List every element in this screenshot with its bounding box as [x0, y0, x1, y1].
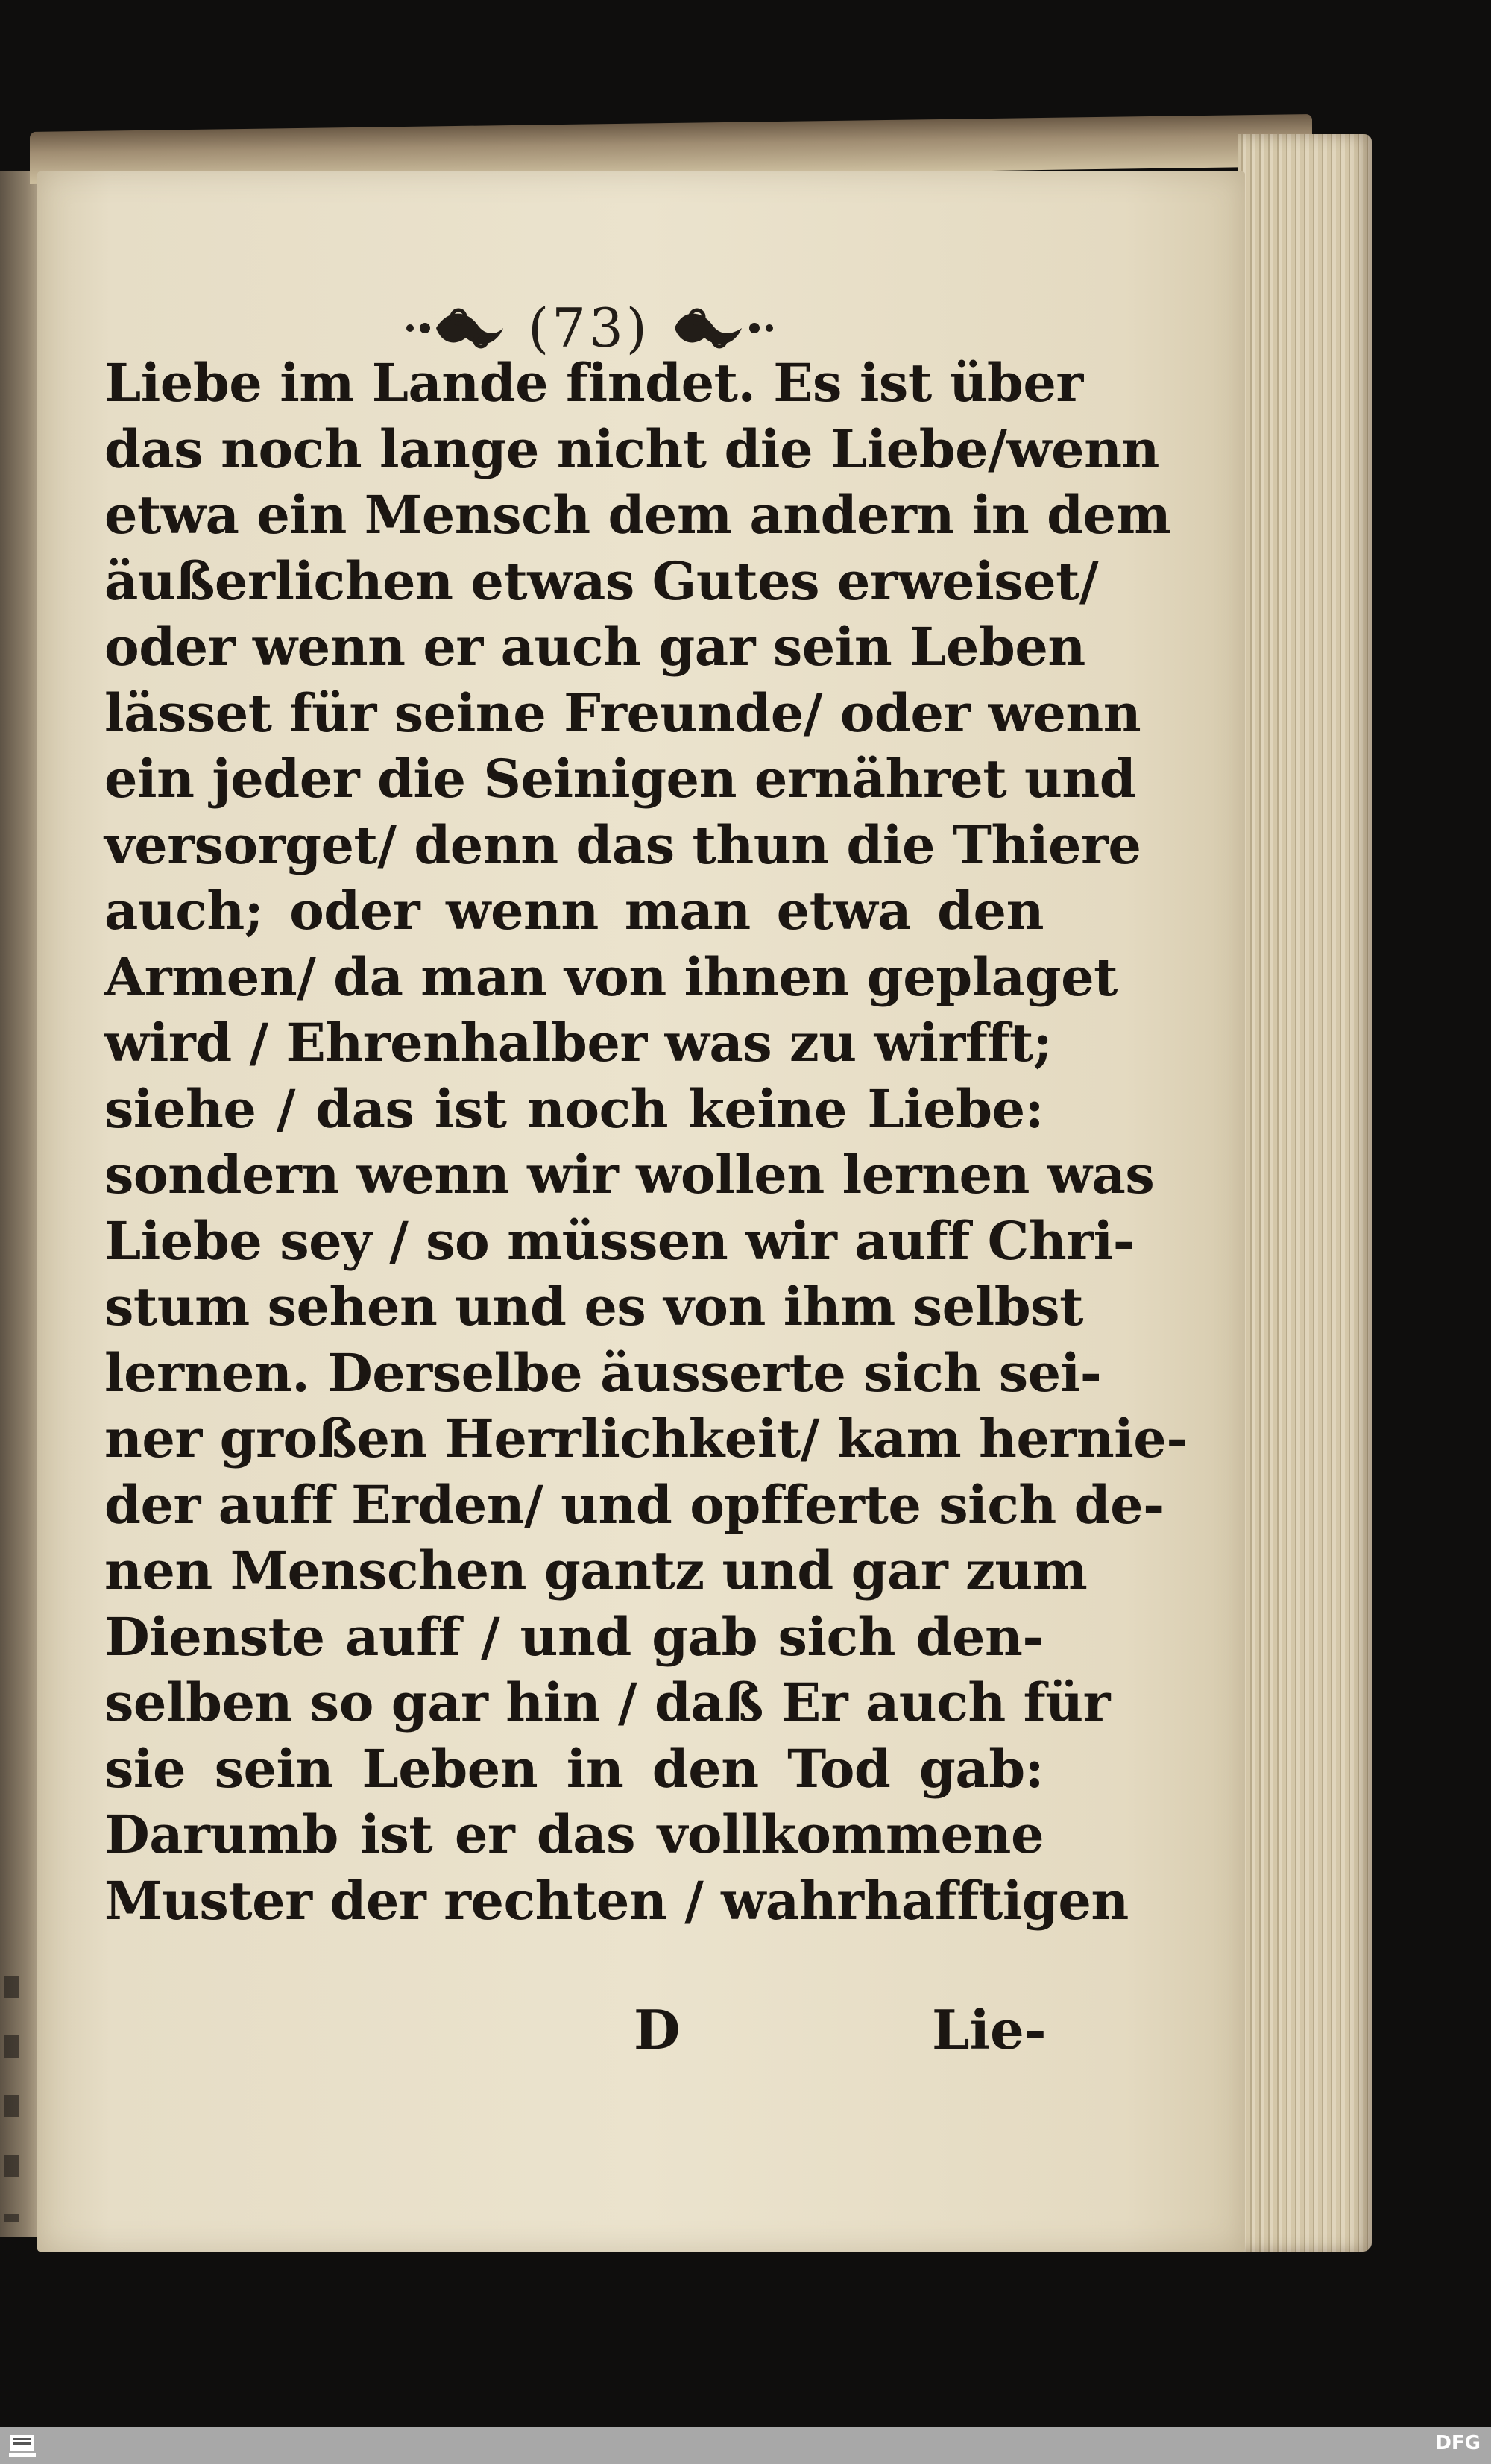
text-line: Muster der rechten / wahrhafftigen — [104, 1869, 1129, 1932]
text-line: sie sein Leben in den Tod gab: — [104, 1737, 1044, 1800]
footer-strip — [0, 2427, 1491, 2464]
text-line: äußerlichen etwas Gutes erweiset/ — [104, 549, 1099, 612]
text-line: auch; oder wenn man etwa den — [104, 880, 1044, 942]
text-line: siehe / das ist noch keine Liebe: — [104, 1077, 1044, 1140]
text-line: der auff Erden/ und opfferte sich de- — [104, 1473, 1164, 1536]
text-line: oder wenn er auch gar sein Leben — [104, 616, 1085, 678]
page-number: (73) — [528, 297, 650, 359]
text-line: ner großen Herrlichkeit/ kam hernie- — [104, 1408, 1188, 1469]
text-line: Liebe sey / so müssen wir auff Chri- — [104, 1209, 1135, 1272]
left-page-marks — [4, 1976, 19, 2222]
text-line: stum sehen und es von ihm selbst — [104, 1276, 1083, 1337]
body-text — [104, 350, 1188, 1934]
floral-ornament-left-icon — [395, 302, 507, 354]
fore-edge-pages — [1238, 134, 1372, 2252]
dfg-logo: DFG — [1435, 2432, 1481, 2454]
text-line: das noch lange nicht die Liebe/wenn — [104, 418, 1159, 480]
text-line: versorget/ denn das thun die Thiere — [104, 813, 1141, 876]
text-line: Darumb ist er das vollkommene — [104, 1803, 1044, 1865]
text-line: Liebe im Lande findet. Es ist über — [104, 352, 1083, 414]
catchword: Lie- — [932, 1998, 1047, 2061]
text-line: lässet für seine Freunde/ oder wenn — [104, 681, 1141, 744]
text-line: Armen/ da man von ihnen geplaget — [104, 945, 1118, 1008]
text-line: nen Menschen gantz und gar zum — [104, 1540, 1088, 1601]
text-line: selben so gar hin / daß Er auch für — [104, 1671, 1110, 1733]
floral-ornament-right-icon — [671, 302, 783, 354]
text-line: lernen. Derselbe äusserte sich sei- — [104, 1341, 1102, 1404]
library-logo-icon — [4, 2430, 40, 2460]
signature-mark: D — [634, 1998, 681, 2061]
text-line: etwa ein Mensch dem andern in dem — [104, 484, 1171, 546]
text-line: sondern wenn wir wollen lernen was — [104, 1144, 1155, 1206]
text-line: wird / Ehrenhalber was zu wirfft; — [104, 1012, 1053, 1074]
text-line: ein jeder die Seinigen ernähret und — [104, 748, 1136, 810]
text-line: Dienste auff / und gab sich den- — [104, 1605, 1044, 1668]
